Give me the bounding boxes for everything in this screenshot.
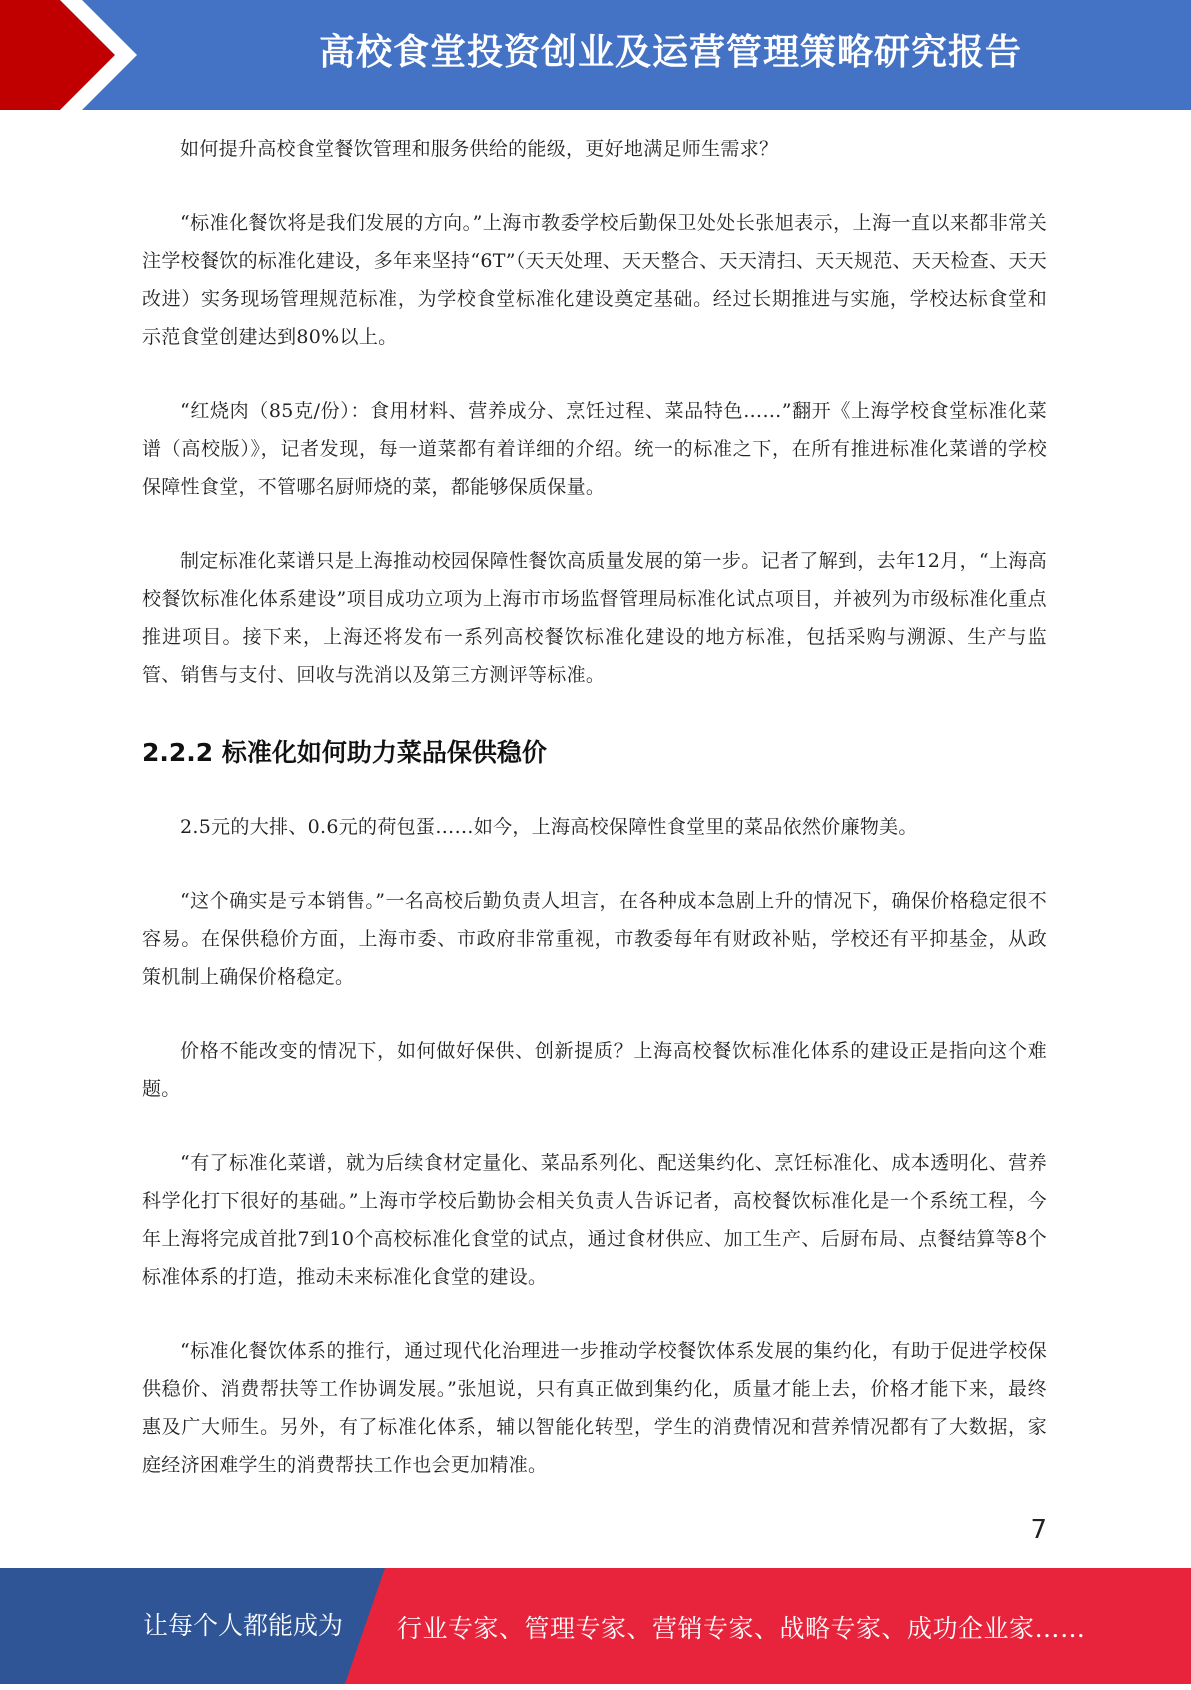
body-paragraph: “有了标准化菜谱，就为后续食材定量化、菜品系列化、配送集约化、烹饪标准化、成本透明化、营养科学化打下很好的基础。”上海市学校后勤协会相关负责人告诉记者，高校餐饮标准化是一个系统工程，今年上海将完成首批7到10个高校标准化食堂的试点，通过食材供应、加工生产、后厨布局、点餐结算等8个标准体系的打造，推动未来标准化食堂的建设。 [142,1152,1047,1288]
body-paragraph: “标准化餐饮将是我们发展的方向。”上海市教委学校后勤保卫处处长张旭表示，上海一直以来都非常关注学校餐饮的标准化建设，多年来坚持“6T”（天天处理、天天整合、天天清扫、天天规范、天天检查、天天改进）实务现场管理规范标准，为学校食堂标准化建设奠定基础。经过长期推进与实施，学校达标食堂和示范食堂创建达到80%以上。 [142,212,1047,348]
body-paragraph: 如何提升高校食堂餐饮管理和服务供给的能级，更好地满足师生需求？ [180,138,779,160]
body-paragraph: 制定标准化菜谱只是上海推动校园保障性餐饮高质量发展的第一步。记者了解到，去年12月，“上海高校餐饮标准化体系建设”项目成功立项为上海市市场监督管理局标准化试点项目，并被列为市级标准化重点推进项目。接下来，上海还将发布一系列高校餐饮标准化建设的地方标准，包括采购与溯源、生产与监管、销售与支付、回收与洗消以及第三方测评等标准。 [142,550,1047,686]
body-paragraph: “红烧肉（85克/份）：食用材料、营养成分、烹饪过程、菜品特色……”翻开《上海学校食堂标准化菜谱（高校版）》，记者发现，每一道菜都有着详细的介绍。统一的标准之下，在所有推进标准化菜谱的学校保障性食堂，不管哪名厨师烧的菜，都能够保质保量。 [142,400,1047,498]
page-header [0,0,1191,110]
page-number: 7 [1030,1515,1047,1545]
document-body [142,130,1047,1520]
page-footer [0,1568,1191,1684]
body-paragraph: “标准化餐饮体系的推行，通过现代化治理进一步推动学校餐饮体系发展的集约化，有助于促进学校保供稳价、消费帮扶等工作协调发展。”张旭说，只有真正做到集约化，质量才能上去，价格才能下来，最终惠及广大师生。另外，有了标准化体系，辅以智能化转型，学生的消费情况和营养情况都有了大数据，家庭经济困难学生的消费帮扶工作也会更加精准。 [142,1340,1047,1476]
body-paragraph: “这个确实是亏本销售。”一名高校后勤负责人坦言，在各种成本急剧上升的情况下，确保价格稳定很不容易。在保供稳价方面，上海市委、市政府非常重视，市教委每年有财政补贴，学校还有平抑基金，从政策机制上确保价格稳定。 [142,890,1047,988]
footer-tagline: 行业专家、管理专家、营销专家、战略专家、成功企业家…… [397,1614,1086,1643]
report-title: 高校食堂投资创业及运营管理策略研究报告 [318,32,1022,73]
body-paragraph: 价格不能改变的情况下，如何做好保供、创新提质？上海高校餐饮标准化体系的建设正是指向这个难题。 [142,1040,1047,1100]
footer-slogan: 让每个人都能成为 [143,1611,344,1640]
section-heading: 2.2.2 标准化如何助力菜品保供稳价 [142,738,547,767]
header-arrow-decoration [0,0,160,110]
body-paragraph: 2.5元的大排、0.6元的荷包蛋……如今，上海高校保障性食堂里的菜品依然价廉物美。 [180,816,918,838]
